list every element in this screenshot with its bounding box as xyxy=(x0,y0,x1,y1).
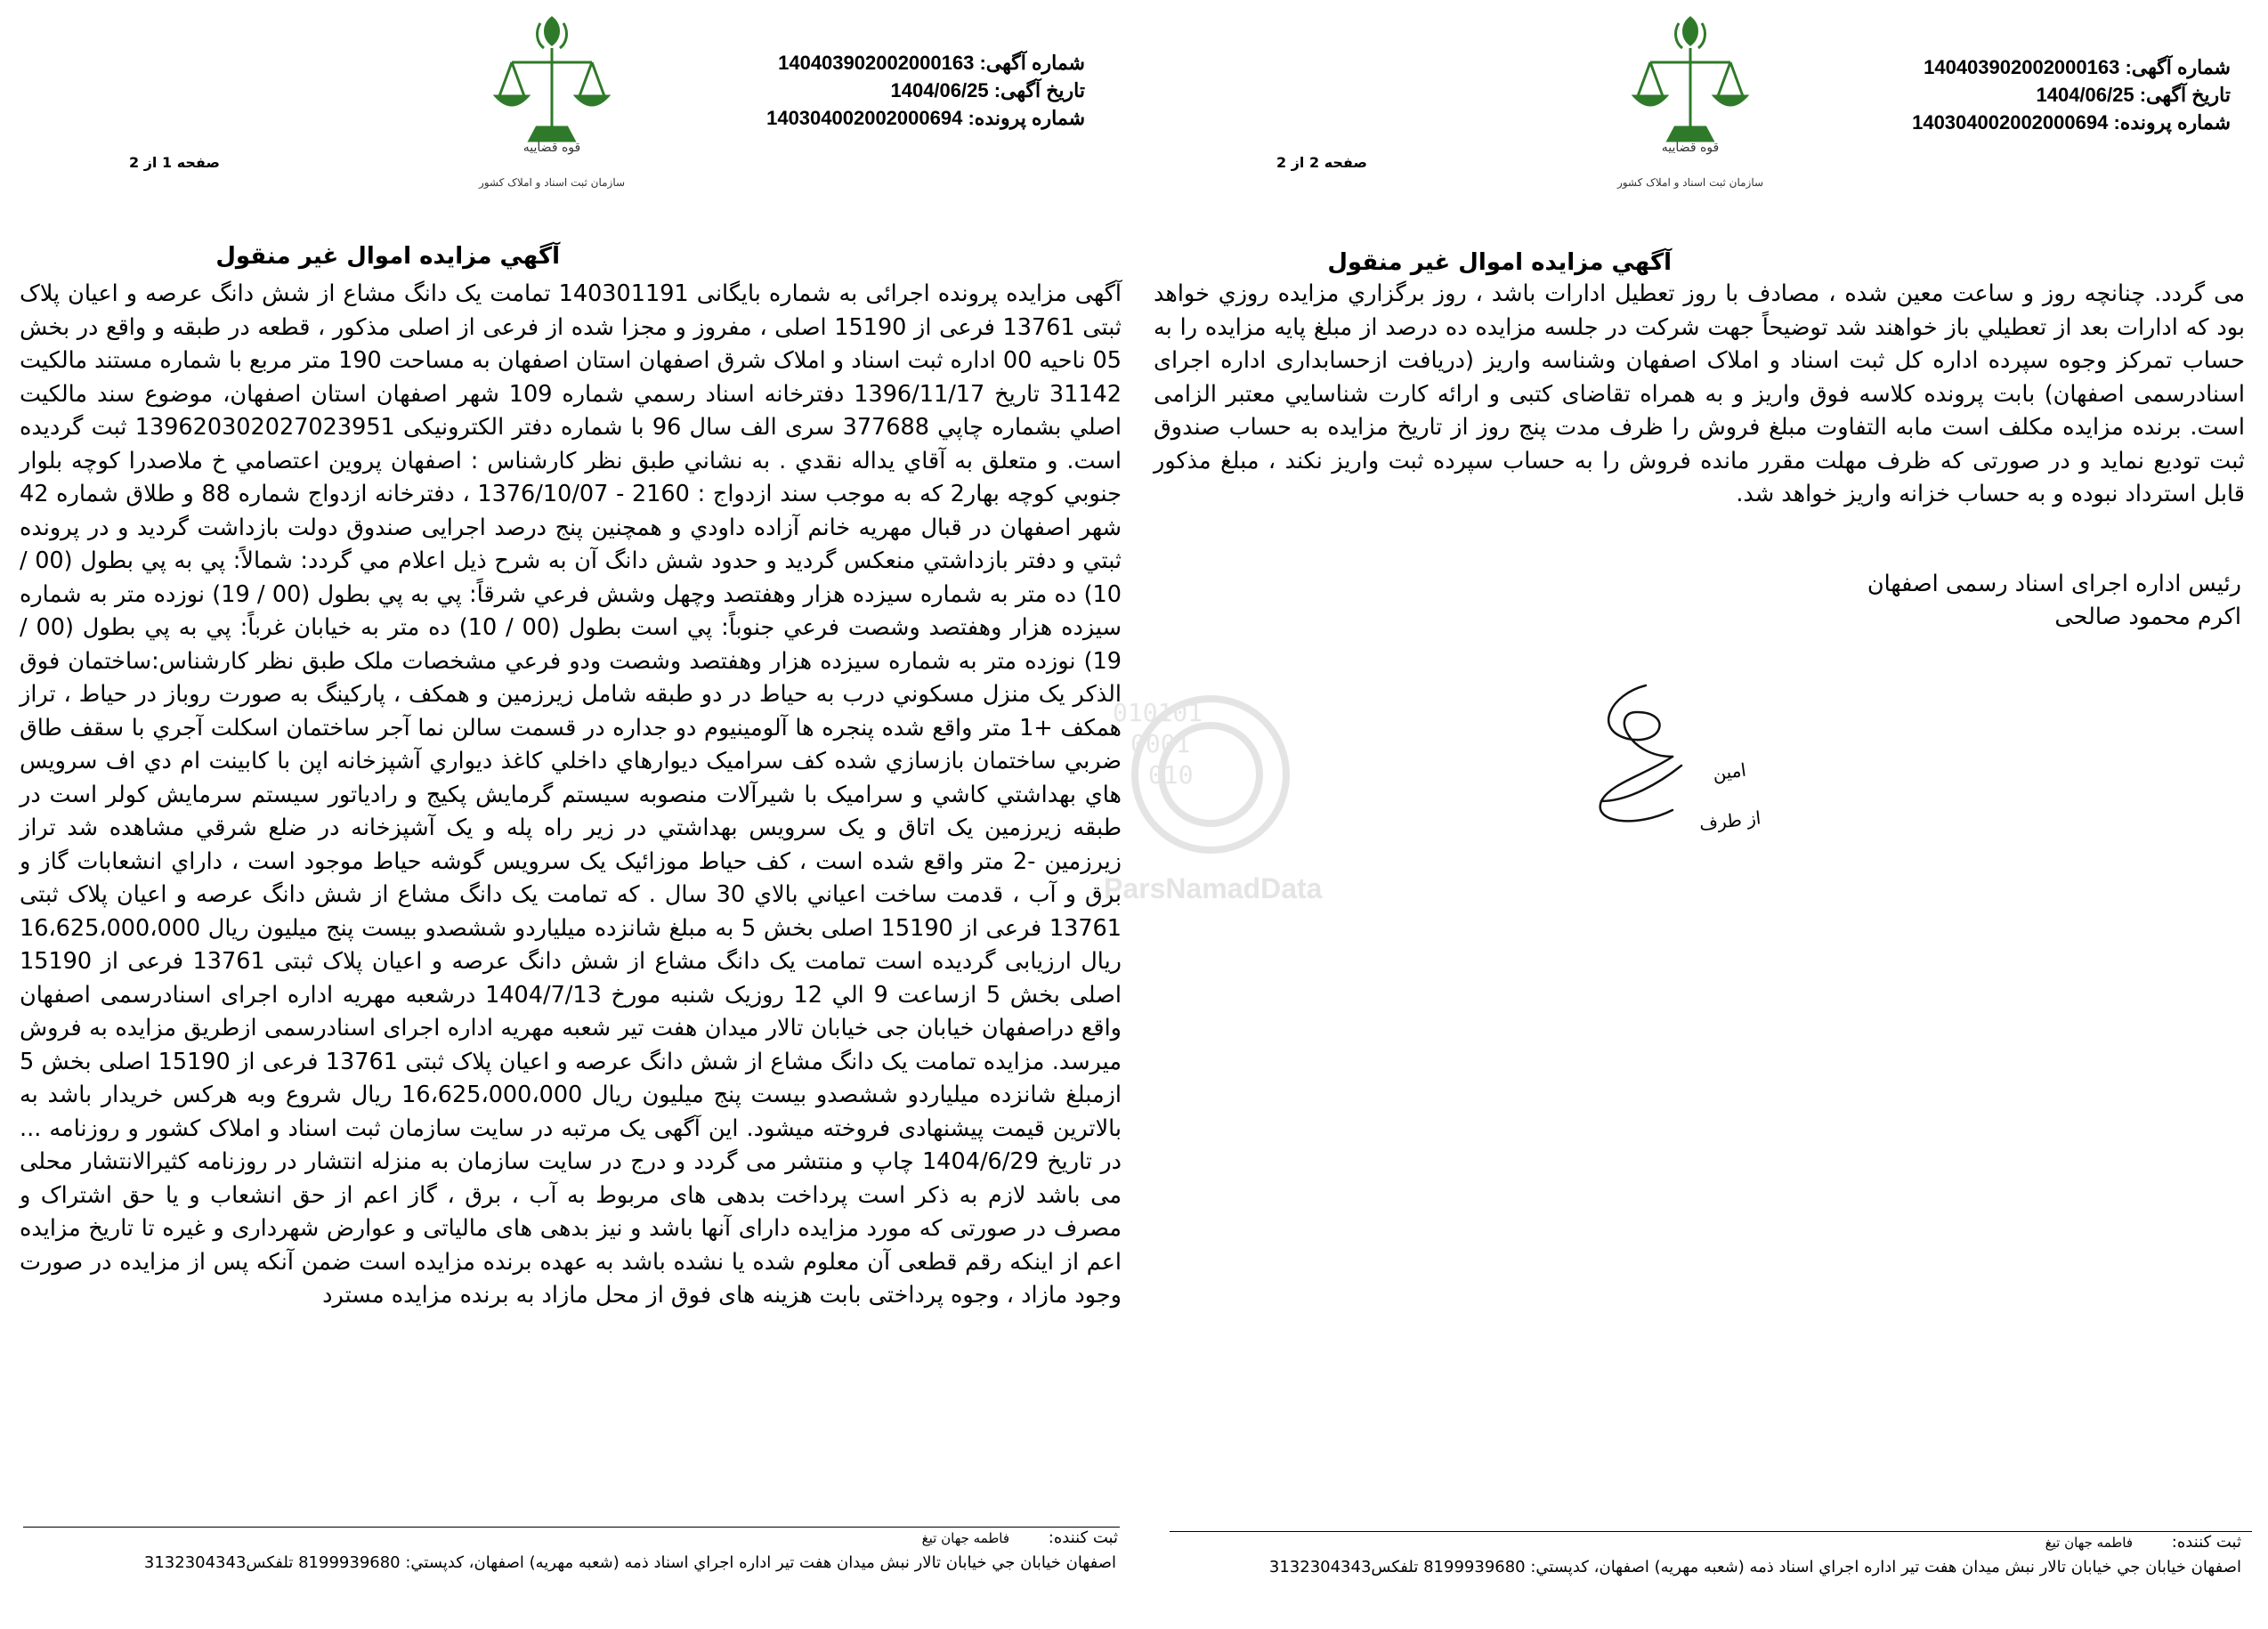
office-address: اصفهان خيابان جي خيابان تالار نبش ميدان هفت تير اداره اجراي اسناد ذمه (شعبه مهريه) اصفهان، کدپستي: 8199939680 تلفكس3132304343 xyxy=(143,1553,1116,1572)
signer-name: اکرم محمود صالحی xyxy=(2054,604,2241,630)
file-number-label: شماره پرونده: xyxy=(2113,111,2231,134)
registrar-name: فاطمه جهان تيغ xyxy=(2045,1535,2134,1551)
file-number: 140304002002000694 xyxy=(766,107,963,129)
ad-number: 140403902002000163 xyxy=(778,52,975,74)
emblem-caption-bottom: سازمان ثبت اسناد و املاک کشور xyxy=(1616,176,1764,189)
ad-body-text: می گردد. چنانچه روز و ساعت معين شده ، مصادف با روز تعطيل ادارات باشد ، روز برگزاري مزايده روزي خواهد بود که ادارات بعد از تعطيلي باز خواهند شد توضيحاً جهت شرکت در جلسه مزايده ده درصد از مبلغ پايه مزايده را به حساب تمرکز وجوه سپرده اداره کل ثبت اسناد و املاک اصفهان وشناسه واريز (دريافت ازحسابداری اداره اجرای اسنادرسمی اصفهان) بابت پرونده کلاسه فوق واريز و به همراه تقاضای کتبی و ارائه کارت شناسايي معتبر الزامی است. برنده مزايده مکلف است مابه التفاوت مبلغ فروش را ظرف مدت پنج روز از تاريخ مزايده به حساب صندوق ثبت توديع نمايد و در صورتی که ظرف مهلت مقرر مانده فروش را به حساب سپرده ثبت واريز نکند ، مبلغ مذکور قابل استرداد نبوده و به حساب خزانه واريز خواهد شد. xyxy=(1154,280,2245,507)
footer-divider xyxy=(23,1527,1120,1528)
file-number-label: شماره پرونده: xyxy=(968,107,1085,129)
svg-text:010: 010 xyxy=(1148,760,1194,790)
ad-body-text: آگهی مزایده پرونده اجرائی به شماره بایگانی 140301191 تمامت یک دانگ مشاع از شش دانگ عرصه و اعیان پلاک ثبتی 13761 فرعی از 15190 اصلی ، مفروز و مجزا شده از فرعی از اصلی مذکور ، قطعه در طبقه و واقع در بخش 05 ناحیه 00 اداره ثبت اسناد و املاک شرق اصفهان استان اصفهان به مساحت 190 متر مربع با شماره مستند مالکیت 31142 تاریخ 1396/11/17 دفترخانه اسناد رسمي شماره 109 شهر اصفهان استان اصفهان، موضوع سند مالکیت اصلي بشماره چاپي 377688 سری الف سال 96 با شماره دفتر الکترونیکی 13962030202702395​1 ثبت گردیده است. و متعلق به آقاي يداله نقدي . به نشاني طبق نظر کارشناس : اصفهان پروين اعتصامي خ ملاصدرا کوچه بلوار جنوبي کوچه بهار2 که به موجب سند ازدواج : 2160 - 1376/10/07 ، دفترخانه ازدواج شماره 88 و طلاق شماره 42 شهر اصفهان در قبال مهريه خانم آزاده داودي و همچنين پنج درصد اجرايی صندوق دولت بازداشت گرديد و در پرونده ثبتي و دفتر بازداشتي منعکس گرديد و حدود شش دانگ آن به شرح ذيل اعلام مي گردد: شمالاً: پي به پي بطول (00 / 10) ده متر به شماره سيزده هزار وهفتصد وچهل وشش فرعي شرقاً: پي به پي بطول (00 / 19) نوزده متر به شماره سيزده هزار وهفتصد وشصت فرعي جنوباً: پي است بطول (00 / 10) ده متر به خيابان غرباً: پي به پي بطول (00 / 19) نوزده متر به شماره سيزده هزار وهفتصد وشصت ودو فرعي مشخصات ملک طبق نظر کارشناس:ساختمان فوق الذکر يک منزل مسکوني درب به حياط در دو طبقه شامل زيرزمين و همکف ، پارکينگ به صورت روباز در حياط ، تراز همکف +1 متر واقع شده پنجره ها آلومينيوم دو جداره در قسمت سالن نما آجر ساختمان اسکلت آجري با سقف طاق ضربي ساختمان بازسازي شده کف سراميک ديوارهاي داخلي کاغذ ديواري آشپزخانه اپن با کابينت ام دي اف سرويس هاي بهداشتي کاشي و سراميک با شيرآلات منصوبه سيستم گرمايش پکيج و رادياتور سيستم سرمايش کولر است در طبقه زيرزمين يک اتاق و يک سرويس بهداشتي در زير راه پله و يک آشپزخانه در ضلع شرقي مشاهده شد تراز زيرزمين -2 متر واقع شده است ، کف حياط موزائيک يک سرويس گوشه حياط موجود است ، داراي انشعابات گاز و برق و آب ، قدمت ساخت اعياني بالاي 30 سال . که تمامت يک دانگ مشاع از شش دانگ عرصه و اعيان پلاک ثبتی 13761 فرعی از 15190 اصلی بخش 5 به مبلغ شانزده ميلياردو ششصدو بيست پنج ميليون ريال 16،625،000،000 ريال ارزيابی گرديده است تمامت يک دانگ مشاع از شش دانگ عرصه و اعيان پلاک ثبتی 13761 فرعی از 15190 اصلی بخش 5 ازساعت 9 الي 12 روزيک شنبه مورخ 1404/7/13 درشعبه مهريه اداره اجرای اسنادرسمی اصفهان واقع دراصفهان خيابان جی خيابان تالار ميدان هفت تير شعبه مهريه اداره اجرای اسنادرسمی ازطريق مزايده به فروش ميرسد. مزايده تمامت يک دانگ مشاع از شش دانگ عرصه و اعيان پلاک ثبتی 13761 فرعی از 15190 اصلی بخش 5 ازمبلغ شانزده ميلياردو ششصدو بيست پنج ميليون ريال 16،625،000،000 ريال شروع وبه هرکس خريدار باشد به بالاترين قيمت پيشنهادی فروخته ميشود. اين آگهی يک مرتبه در سايت سازمان ثبت اسناد و املاک کشور و روزنامه ... در تاريخ 1404/6/29 چاپ و منتشر می گردد و درج در سايت سازمان به منزله انتشار در روزنامه کثيرالانتشار محلی می باشد لازم به ذکر است پرداخت بدهی های مربوط به آب ، برق ، گاز اعم از حق انشعاب و يا حق اشتراک و مصرف در صورتی که مورد مزايده دارای آنها باشد و نيز بدهی های مالياتی و عوارض شهرداری و غيره تا تاريخ مزايده اعم از اينکه رقم قطعی آن معلوم شده يا نشده باشد به عهده برنده مزايده است ضمن آنکه پس از مزايده در صورت وجود مازاد ، وجوه پرداختی بابت هزينه های فوق از محل مازاد به برنده مزايده مسترد xyxy=(20,280,1122,1309)
file-number: 140304002002000694 xyxy=(1912,111,2109,134)
page-title: آگهي مزايده اموال غير منقول xyxy=(215,243,560,270)
file-number-row xyxy=(766,104,1085,132)
judiciary-emblem-icon xyxy=(1616,7,1764,212)
ad-number: 140403902002000163 xyxy=(1924,56,2120,78)
ad-date-row xyxy=(766,77,1085,104)
registrar-label: ثبت کننده: xyxy=(2171,1533,2241,1552)
page-title: آگهي مزايده اموال غير منقول xyxy=(1327,249,1672,276)
watermark-text: ParsNamadData xyxy=(1104,872,1323,904)
registrar-label: ثبت کننده: xyxy=(1048,1528,1118,1547)
ad-number-row xyxy=(766,49,1085,77)
page-number: صفحه 2 از 2 xyxy=(1276,154,1367,171)
emblem-caption-bottom: سازمان ثبت اسناد و املاک کشور xyxy=(478,176,626,189)
page-2 xyxy=(1134,0,2268,1629)
signer-block xyxy=(1867,568,2241,634)
signer-title: رئيس اداره اجرای اسناد رسمی اصفهان xyxy=(1867,571,2241,597)
ad-date-label: تاریخ آگهی: xyxy=(2139,84,2231,106)
registrar xyxy=(922,1528,1118,1547)
ad-date: 1404/06/25 xyxy=(890,79,989,101)
ad-number-label: شماره آگهی: xyxy=(2125,56,2231,78)
office-address: اصفهان خيابان جي خيابان تالار نبش ميدان هفت تير اداره اجراي اسناد ذمه (شعبه مهريه) اصفهان، کدپستي: 8199939680 تلفكس3132304343 xyxy=(1268,1558,2241,1576)
ad-number-row xyxy=(1912,53,2231,81)
judiciary-emblem-icon xyxy=(478,7,626,212)
ad-meta xyxy=(766,49,1085,132)
ad-date: 1404/06/25 xyxy=(2036,84,2134,106)
file-number-row xyxy=(1912,109,2231,136)
ad-number-label: شماره آگهی: xyxy=(979,52,1085,74)
ad-date-label: تاریخ آگهی: xyxy=(993,79,1085,101)
registrar xyxy=(2045,1533,2241,1552)
emblem-caption-top: قوه قضاییه xyxy=(522,141,581,155)
footer-divider xyxy=(1170,1531,2252,1532)
svg-text:0001: 0001 xyxy=(1130,729,1191,758)
signature-caption-2: از طرف xyxy=(1697,806,1762,835)
registrar-name: فاطمه جهان تيغ xyxy=(921,1530,1010,1546)
signature-caption-1: امین xyxy=(1711,758,1748,785)
page-number: صفحه 1 از 2 xyxy=(129,154,220,171)
svg-text:010101: 010101 xyxy=(1113,698,1203,727)
emblem-caption-top: قوه قضاییه xyxy=(1661,141,1720,155)
handwritten-signature xyxy=(1575,677,1788,855)
ad-meta xyxy=(1912,53,2231,136)
ad-date-row xyxy=(1912,81,2231,109)
